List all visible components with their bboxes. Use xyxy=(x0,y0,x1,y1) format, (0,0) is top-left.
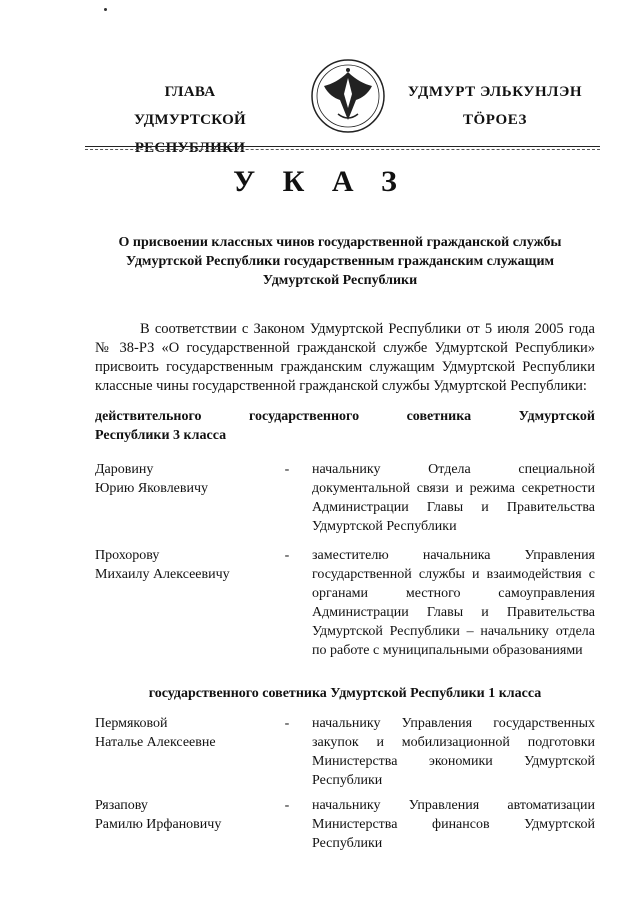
header-left-line2: УДМУРТСКОЙ РЕСПУБЛИКИ xyxy=(134,112,246,156)
header-right-line2: ТӦРОЕЗ xyxy=(462,112,528,128)
scan-speck xyxy=(104,8,107,11)
rank-heading-1-line2: Республики 3 класса xyxy=(95,428,227,443)
appointee-given-names: Рамилю Ирфановичу xyxy=(95,817,222,832)
appointee-name xyxy=(95,714,275,752)
header-divider xyxy=(85,146,600,147)
appointee-position: заместителю начальника Управления государственной службы и взаимодействия с органами местного самоуправления Администрации Главы и Правительства Удмуртской Республики – начальнику отдела по работе с муниципальными образованиями xyxy=(312,548,595,658)
header-right-line1: УДМУРТ ЭЛЬКУНЛЭН xyxy=(407,84,583,100)
entry-dash: - xyxy=(284,462,290,477)
appointee-given-names: Михаилу Алексеевичу xyxy=(95,567,230,582)
header-left-line1: ГЛАВА xyxy=(164,84,216,100)
header-right xyxy=(395,78,595,134)
appointee-given-names: Юрию Яковлевичу xyxy=(95,481,209,496)
document-title: У К А З xyxy=(233,165,407,198)
appointee-name xyxy=(95,460,275,498)
rank-heading-1-line1: действительного государственного советника Удмуртской xyxy=(95,409,595,424)
appointee-position: начальнику Управления автоматизации Министерства финансов Удмуртской Республики xyxy=(312,798,595,851)
entry-dash: - xyxy=(284,798,290,813)
coat-of-arms-icon xyxy=(310,58,386,134)
appointee-surname: Рязапову xyxy=(95,798,148,813)
header-divider-secondary xyxy=(85,149,600,150)
appointee-position: начальнику Управления государственных закупок и мобилизационной подготовки Министерства экономики Удмуртской Республики xyxy=(312,716,595,788)
appointee-name xyxy=(95,796,275,834)
appointee-surname: Даровину xyxy=(95,462,154,477)
decree-preamble: В соответствии с Законом Удмуртской Республики от 5 июля 2005 года № 38-РЗ «О государственной гражданской службе Удмуртской Республики» присвоить государственным гражданским служащим Удмуртской Республики классные чины государственной гражданской службы Удмуртской Республики: xyxy=(95,321,595,394)
entry-dash: - xyxy=(284,548,290,563)
appointee-given-names: Наталье Алексеевне xyxy=(95,735,216,750)
appointee-surname: Пермяковой xyxy=(95,716,168,731)
appointee-position: начальнику Отдела специальной документальной связи и режима секретности Администрации Главы и Правительства Удмуртской Республики xyxy=(312,462,595,534)
entry-dash: - xyxy=(284,716,290,731)
appointee-name xyxy=(95,546,275,584)
decree-subject: О присвоении классных чинов государственной гражданской службы Удмуртской Республики государственным гражданским служащим Удмуртской Республики xyxy=(118,235,562,288)
appointee-surname: Прохорову xyxy=(95,548,160,563)
rank-heading-2: государственного советника Удмуртской Республики 1 класса xyxy=(148,686,542,701)
